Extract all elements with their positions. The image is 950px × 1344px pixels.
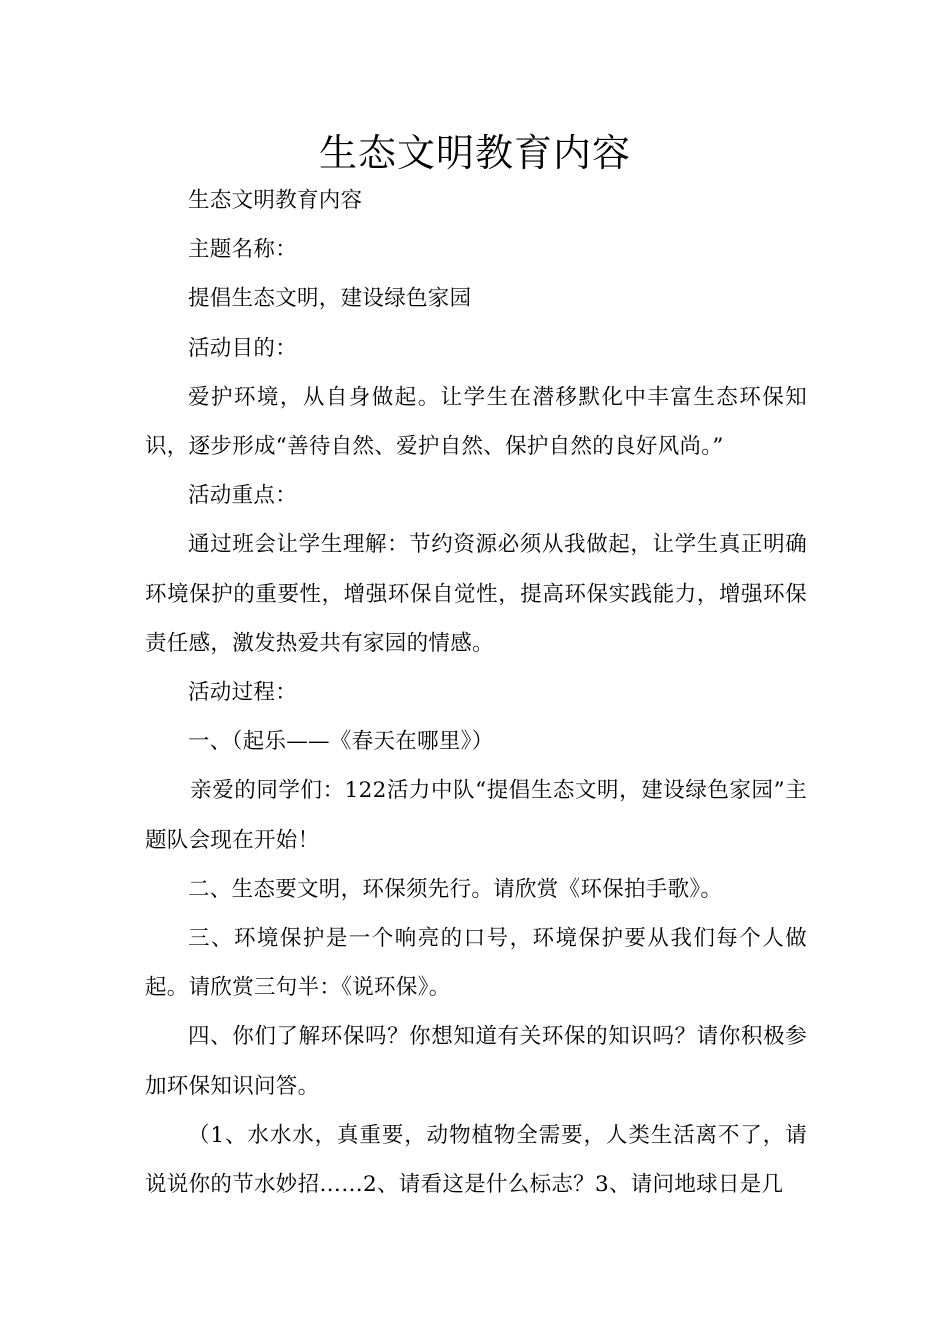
- paragraph-process-label: 活动过程：: [188, 680, 298, 706]
- paragraph-step-3: 三、环境保护是一个响亮的口号，环境保护要从我们每个人做起。请欣赏三句半：《说环保》。: [145, 926, 807, 1001]
- paragraph-step-1: 一、（起乐——《春天在哪里》）: [188, 729, 494, 755]
- paragraph-subtitle: 生态文明教育内容: [188, 188, 363, 213]
- document-title: 生态文明教育内容: [318, 131, 631, 175]
- paragraph-purpose: 爱护环境，从自身做起。让学生在潜移默化中丰富生态环保知识，逐步形成“善待自然、爱护自然、保护自然的良好风尚。”: [145, 384, 807, 460]
- paragraph-focus: 通过班会让学生理解：节约资源必须从我做起，让学生真正明确环境保护的重要性，增强环保自觉性，提高环保实践能力，增强环保责任感，激发热爱共有家园的情感。: [145, 532, 807, 656]
- document-body: [145, 176, 807, 1209]
- paragraph-quiz: （1、水水水，真重要，动物植物全需要，人类生活离不了，请说说你的节水妙招……2、请看这是什么标志？3、请问地球日是几: [145, 1122, 807, 1198]
- paragraph-theme-label: 主题名称：: [188, 237, 298, 263]
- paragraph-step-4: 四、你们了解环保吗？你想知道有关环保的知识吗？请你积极参加环保知识问答。: [145, 1024, 807, 1099]
- paragraph-theme-name: 提倡生态文明，建设绿色家园: [188, 286, 472, 312]
- paragraph-opening: 亲爱的同学们：122活力中队“提倡生态文明，建设绿色家园”主题队会现在开始！: [145, 778, 807, 853]
- paragraph-step-2: 二、生态要文明，环保须先行。请欣赏《环保拍手歌》。: [188, 876, 723, 902]
- paragraph-purpose-label: 活动目的：: [188, 335, 298, 361]
- paragraph-focus-label: 活动重点：: [188, 483, 298, 509]
